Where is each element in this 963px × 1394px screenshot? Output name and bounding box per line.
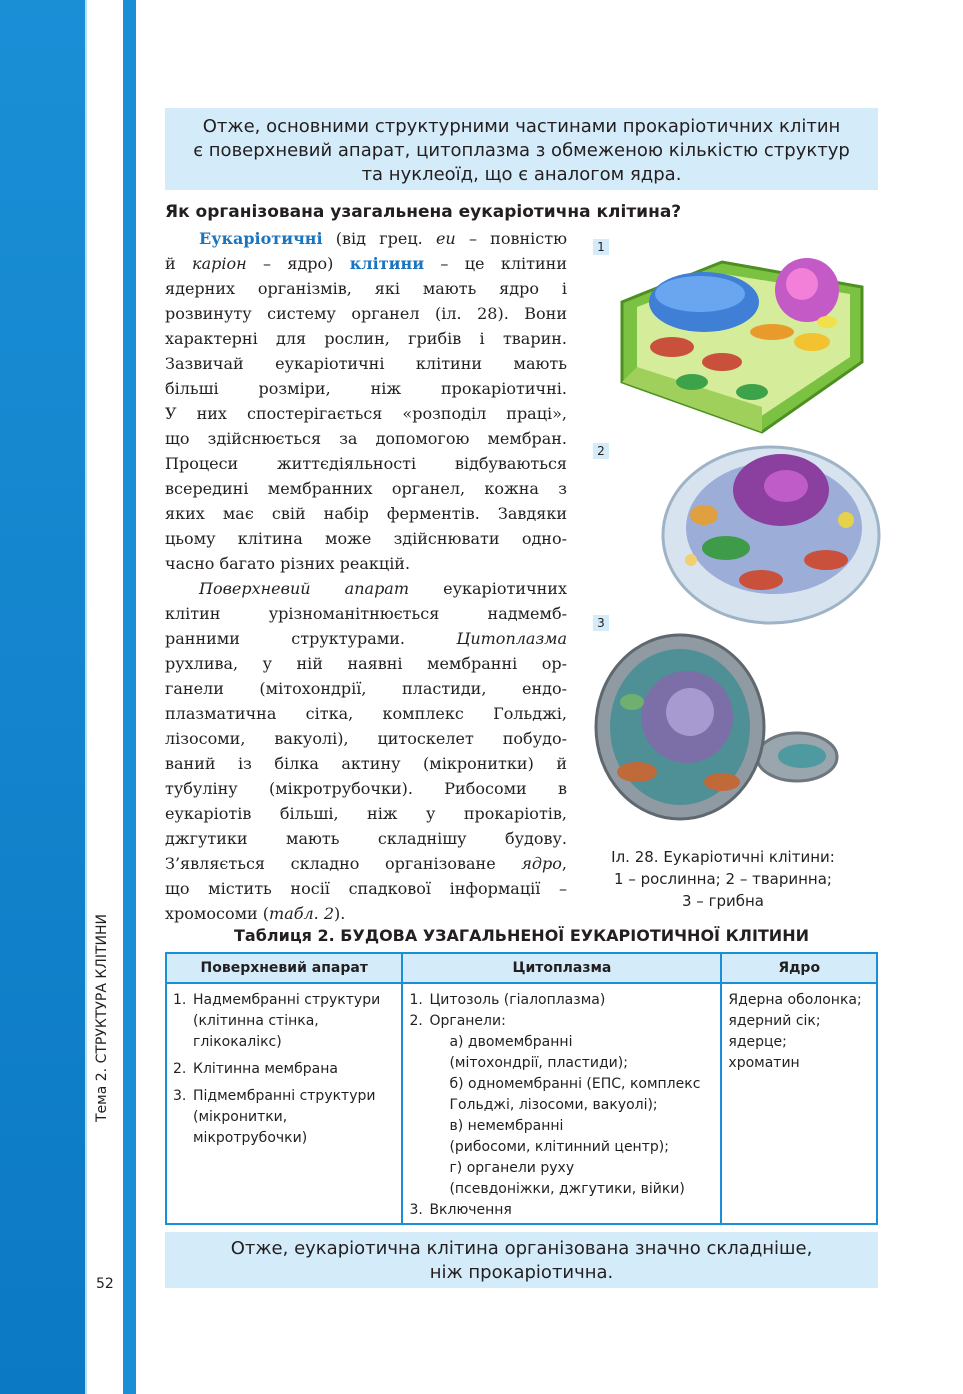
figure-caption: Іл. 28. Еукаріотичні клітини: 1 – рослинна; 2 – тваринна; 3 – грибна	[611, 848, 835, 910]
text-line: лізосоми, вакуолі), цитоскелет побудо-	[165, 729, 567, 748]
text-line: джгутики мають складнішу будову.	[165, 829, 567, 848]
list-item: 2. Органели:	[409, 1013, 506, 1029]
figure-label-2: 2	[593, 443, 609, 459]
text-line: Процеси життєдіяльності відбуваються	[165, 454, 567, 473]
text-line: тубуліну (мікротрубочки). Рибосоми в	[165, 779, 567, 798]
page-number: 52	[96, 1276, 114, 1292]
table-header-row	[166, 953, 877, 983]
text-line: яких має свій набір ферментів. Завдяки	[165, 504, 567, 523]
text-line: що містить носії спадкової інформації –	[165, 879, 567, 898]
text-line: Зазвичай еукаріотичні клітини мають	[165, 354, 567, 373]
text-line: Поверхневий апарат еукаріотичних	[199, 579, 567, 598]
section-heading: Як організована узагальнена еукаріотична клітина?	[165, 202, 682, 222]
text-line: характерні для рослин, грибів і тварин.	[165, 329, 567, 348]
text-line: ваний із білка актину (мікронитки) й	[165, 754, 567, 773]
text-line: ранними структурами. Цитоплазма	[165, 629, 567, 648]
text-line: Еукаріотичні (від грец. eu – повністю	[199, 229, 567, 248]
text-line: цьому клітина може здійснювати одно-	[165, 529, 567, 548]
sidebar-strip	[85, 0, 125, 1394]
text-line: ядерних організмів, які мають ядро і	[165, 279, 567, 298]
text-line: ганели (мітохондрії, пластиди, ендо-	[165, 679, 567, 698]
figure-label-3: 3	[593, 615, 609, 631]
list-item: 1. Надмембранні структури (клітинна стінка, глікокалікс)	[173, 992, 381, 1050]
sidebar-edge	[123, 0, 136, 1394]
column-header: Цитоплазма	[402, 953, 721, 983]
text-line: еукаріотів більші, ніж у прокаріотів,	[165, 804, 567, 823]
fungal-cell-illustration	[592, 632, 842, 827]
column-header: Ядро	[721, 953, 877, 983]
text-line: З’являється складно організоване ядро,	[165, 854, 567, 873]
organelle-sublist: а) двомембранні (мітохондрії, пластиди); б) одномембранні (ЕПС, комплекс Гольджі, лізосоми, вакуолі); в) немембранні (рибосоми, клітинний центр); г) органели руху (псевдоніжки, джгутики, війки)	[449, 1034, 701, 1197]
text-line: що здійснюється за допомогою мембран.	[165, 429, 567, 448]
column-header: Поверхневий апарат	[166, 953, 402, 983]
list-item: 3. Підмембранні структури (мікронитки, мікротрубочки)	[173, 1088, 376, 1146]
list-item: 2. Клітинна мембрана	[173, 1061, 338, 1077]
table-row	[166, 983, 877, 1224]
nucleus-cell: Ядерна оболонка; ядерний сік; ядерце; хроматин	[721, 983, 877, 1224]
text-line: клітин урізноманітнюється надмемб-	[165, 604, 567, 623]
figure-label-1: 1	[593, 239, 609, 255]
plant-cell-illustration	[612, 232, 872, 442]
list-item: 1. Цитозоль (гіалоплазма)	[409, 992, 606, 1008]
surface-apparatus-cell	[166, 983, 402, 1224]
text-line: й каріон – ядро) клітини – це клітини	[165, 254, 567, 273]
text-line: розвинуту систему органел (іл. 28). Вони	[165, 304, 567, 323]
topic-label: Тема 2. СТРУКТУРА КЛІТИНИ	[94, 914, 110, 1122]
sidebar-band	[0, 0, 85, 1394]
body-text	[165, 226, 567, 926]
structure-table	[165, 952, 878, 1225]
summary-box-bottom: Отже, еукаріотична клітина організована значно складніше, ніж прокаріотична.	[165, 1232, 878, 1288]
text-line: більші розміри, ніж прокаріотичні.	[165, 379, 567, 398]
summary-box-top: Отже, основними структурними частинами прокаріотичних клітин є поверхневий апарат, цитоплазма з обмеженою кількістю структур та нуклеоїд, що є аналогом ядра.	[165, 108, 878, 190]
table-title: Таблиця 2. БУДОВА УЗАГАЛЬНЕНОЇ ЕУКАРІОТИЧНОЇ КЛІТИНИ	[234, 926, 809, 945]
cytoplasm-cell	[402, 983, 721, 1224]
animal-cell-illustration	[656, 420, 886, 630]
text-line: хромосоми (табл. 2).	[165, 904, 346, 923]
text-line: У них спостерігається «розподіл праці»,	[165, 404, 567, 423]
text-line: плазматична сітка, комплекс Гольджі,	[165, 704, 567, 723]
text-line: рухлива, у ній наявні мембранні ор-	[165, 654, 567, 673]
text-line: всередині мембранних органел, кожна з	[165, 479, 567, 498]
text-line: часно багато різних реакцій.	[165, 554, 411, 573]
list-item: 3. Включення	[409, 1202, 512, 1218]
